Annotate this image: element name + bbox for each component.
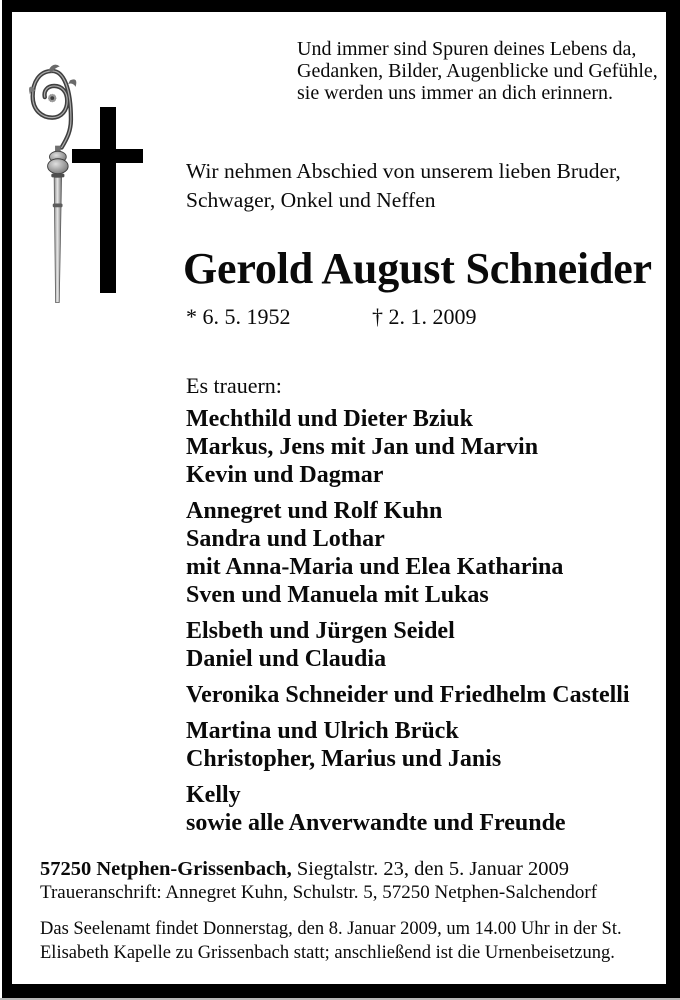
mourner-line: Sandra und Lothar bbox=[186, 526, 385, 552]
birth-date: * 6. 5. 1952 bbox=[186, 304, 291, 329]
cross-horizontal-beam bbox=[72, 149, 143, 163]
mourner-line: Elsbeth und Jürgen Seidel bbox=[186, 618, 455, 644]
mourner-group bbox=[186, 617, 630, 673]
mourner-line: Mechthild und Dieter Bziuk bbox=[186, 406, 473, 432]
mourner-group bbox=[186, 781, 630, 837]
mourner-line: Kelly bbox=[186, 782, 241, 808]
mourners-label: Es trauern: bbox=[186, 373, 282, 398]
death-date: † 2. 1. 2009 bbox=[372, 304, 477, 329]
mourner-line: Martina und Ulrich Brück bbox=[186, 718, 459, 744]
mourner-group bbox=[186, 497, 630, 609]
mourning-address: Traueranschrift: Annegret Kuhn, Schulstr. 5, 57250 Netphen-Salchendorf bbox=[40, 882, 598, 903]
mourner-group bbox=[186, 717, 630, 773]
mourner-group bbox=[186, 405, 630, 489]
service-line: Elisabeth Kapelle zu Grissenbach statt; anschließend ist die Urnenbeisetzung. bbox=[40, 943, 615, 963]
frame-border-top bbox=[2, 0, 680, 12]
frame-border-right bbox=[666, 0, 680, 998]
epigraph-line: sie werden uns immer an dich erinnern. bbox=[297, 82, 614, 104]
epigraph-line: Und immer sind Spuren deines Lebens da, bbox=[297, 38, 637, 60]
mourner-line: Veronika Schneider und Friedhelm Castelli bbox=[186, 682, 630, 708]
intro-line: Wir nehmen Abschied von unserem lieben Bruder, bbox=[186, 159, 621, 183]
address-date: Siegtalstr. 23, den 5. Januar 2009 bbox=[291, 858, 569, 880]
mourner-line: Markus, Jens mit Jan und Marvin bbox=[186, 434, 539, 460]
service-line: Das Seelenamt findet Donnerstag, den 8. Januar 2009, um 14.00 Uhr in der St. bbox=[40, 919, 622, 939]
frame-border-bottom bbox=[2, 984, 680, 998]
mourner-line: Annegret und Rolf Kuhn bbox=[186, 498, 443, 524]
mourner-group bbox=[186, 681, 630, 709]
crozier-flower bbox=[48, 93, 57, 102]
crozier-icon bbox=[28, 60, 84, 306]
intro-line: Schwager, Onkel und Neffen bbox=[186, 187, 436, 212]
cross-vertical-beam bbox=[100, 107, 116, 293]
deceased-name: Gerold August Schneider bbox=[183, 244, 652, 293]
epigraph bbox=[297, 38, 658, 104]
intro-text bbox=[186, 157, 621, 214]
service-info bbox=[40, 917, 622, 965]
mourner-line: sowie alle Anverwandte und Freunde bbox=[186, 810, 566, 836]
city-name: 57250 Netphen-Grissenbach, bbox=[40, 858, 292, 880]
frame-border-left bbox=[2, 0, 12, 998]
mourner-line: Sven und Manuela mit Lukas bbox=[186, 582, 489, 608]
mourner-line: Kevin und Dagmar bbox=[186, 462, 384, 488]
epigraph-line: Gedanken, Bilder, Augenblicke und Gefühle, bbox=[297, 60, 658, 82]
mourners-list bbox=[186, 405, 630, 845]
mourner-line: Daniel und Claudia bbox=[186, 646, 387, 672]
mourner-line: mit Anna-Maria und Elea Katharina bbox=[186, 554, 564, 580]
address-line bbox=[40, 858, 569, 881]
mourner-line: Christopher, Marius und Janis bbox=[186, 746, 502, 772]
life-dates bbox=[0, 306, 680, 330]
